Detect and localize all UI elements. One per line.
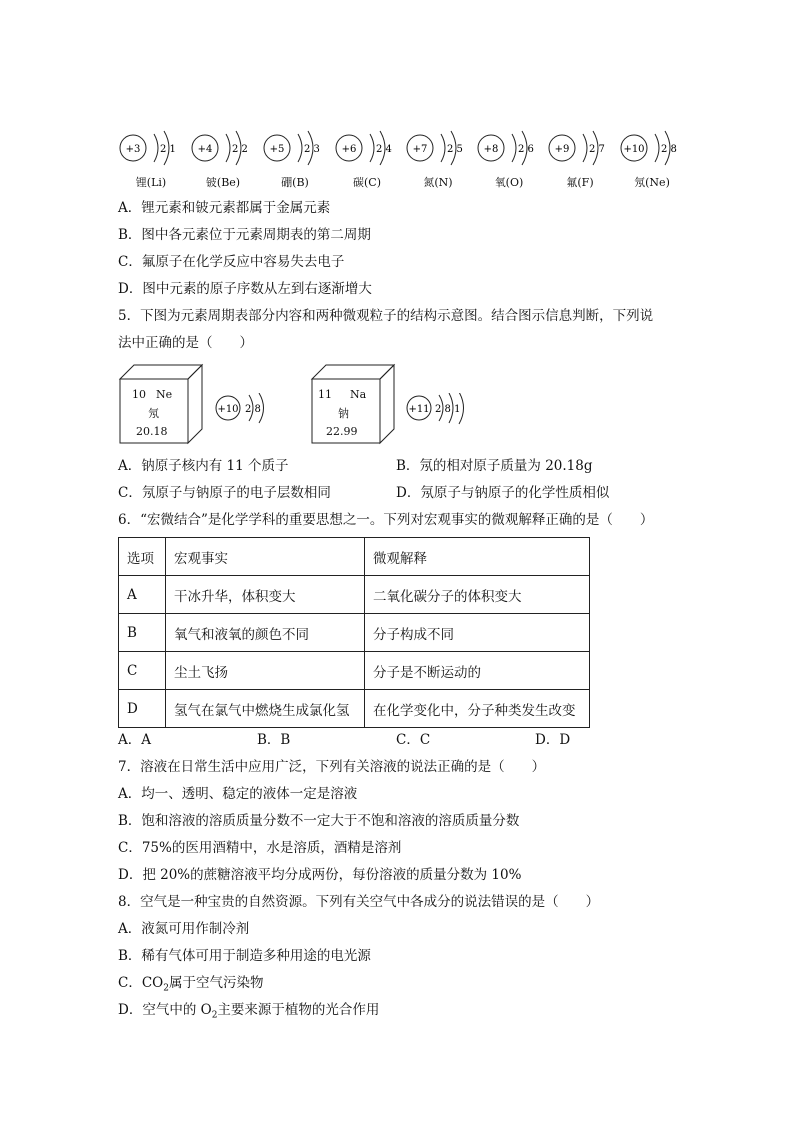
q7-option-a[interactable]: A．均一、透明、稳定的液体一定是溶液 bbox=[118, 786, 358, 802]
option-text: 属于空气污染物 bbox=[168, 975, 264, 991]
electron-config: 2 8 1 bbox=[435, 404, 461, 415]
nucleus-label: +4 bbox=[197, 144, 213, 155]
q5-option-d[interactable]: D．氖原子与钠原子的化学性质相似 bbox=[396, 485, 610, 501]
q7-stem: 7．溶液在日常生活中应用广泛，下列有关溶液的说法正确的是（ ） bbox=[118, 759, 546, 775]
element-label: 氮(N) bbox=[423, 176, 453, 189]
table-cell: 尘土飞扬 bbox=[166, 652, 365, 690]
q8-option-a[interactable]: A．液氮可用作制冷剂 bbox=[118, 921, 250, 937]
atomic-mass: 22.99 bbox=[326, 425, 358, 438]
element-name: 钠 bbox=[338, 407, 349, 420]
nucleus-label: +10 bbox=[623, 144, 645, 155]
q6-table bbox=[118, 537, 590, 728]
electron-config: 2 8 bbox=[661, 144, 677, 155]
atom-structure-li bbox=[118, 128, 188, 188]
nucleus-label: +6 bbox=[341, 144, 357, 155]
option-text: C．CO bbox=[118, 975, 164, 991]
q5-stem-line2: 法中正确的是（ ） bbox=[118, 335, 253, 351]
atom-structure-f bbox=[547, 128, 617, 188]
q7-option-d[interactable]: D．把 20%的蔗糖溶液平均分成两份，每份溶液的质量分数为 10% bbox=[118, 867, 522, 883]
table-row bbox=[119, 576, 590, 614]
element-label: 氟(F) bbox=[566, 176, 594, 189]
nucleus-label: +9 bbox=[554, 144, 570, 155]
table-row bbox=[119, 690, 590, 728]
q8-stem: 8．空气是一种宝贵的自然资源。下列有关空气中各成分的说法错误的是（ ） bbox=[118, 894, 600, 910]
electron-config: 2 5 bbox=[447, 144, 463, 155]
electron-config: 2 2 bbox=[232, 144, 248, 155]
table-cell: 分子构成不同 bbox=[365, 614, 590, 652]
electron-config: 2 4 bbox=[376, 144, 392, 155]
element-label: 氖(Ne) bbox=[634, 176, 670, 189]
nucleus-label: +7 bbox=[412, 144, 428, 155]
atom-structure-b bbox=[262, 128, 332, 188]
q8-option-b[interactable]: B．稀有气体可用于制造多种用途的电光源 bbox=[118, 948, 371, 964]
atom-structure-ne bbox=[619, 128, 689, 188]
subscript: 2 bbox=[163, 983, 169, 994]
atom-structure-na-q5 bbox=[405, 393, 475, 427]
table-header-cell: 宏观事实 bbox=[166, 538, 365, 576]
nucleus-label: +10 bbox=[217, 404, 239, 415]
table-cell: C bbox=[119, 652, 166, 690]
electron-config: 2 1 bbox=[160, 144, 176, 155]
q4-option-c[interactable]: C．氟原子在化学反应中容易失去电子 bbox=[118, 254, 345, 270]
table-cell: 分子是不断运动的 bbox=[365, 652, 590, 690]
element-label: 碳(C) bbox=[353, 176, 381, 189]
nucleus-label: +11 bbox=[408, 404, 430, 415]
subscript: 2 bbox=[211, 1010, 218, 1021]
q6-option-b[interactable]: B．B bbox=[257, 732, 291, 748]
nucleus-label: +5 bbox=[269, 144, 285, 155]
element-label: 锂(Li) bbox=[135, 176, 167, 189]
element-label: 硼(B) bbox=[281, 176, 309, 189]
table-cell: A bbox=[119, 576, 166, 614]
atom-structure-o bbox=[476, 128, 546, 188]
option-text: D．空气中的 O bbox=[118, 1002, 212, 1018]
electron-config: 2 8 bbox=[245, 404, 261, 415]
q5-option-b[interactable]: B．氖的相对原子质量为 20.18g bbox=[396, 458, 593, 474]
q5-option-a[interactable]: A．钠原子核内有 11 个质子 bbox=[118, 458, 289, 474]
q6-option-a[interactable]: A．A bbox=[118, 732, 151, 748]
table-cell: 氧气和液氧的颜色不同 bbox=[166, 614, 365, 652]
table-row bbox=[119, 614, 590, 652]
atomic-mass: 20.18 bbox=[136, 425, 168, 438]
table-header-row bbox=[119, 538, 590, 576]
q5-option-c[interactable]: C．氖原子与钠原子的电子层数相同 bbox=[118, 485, 331, 501]
q8-option-c[interactable] bbox=[118, 974, 263, 998]
q6-stem: 6．“宏微结合”是化学学科的重要思想之一。下列对宏观事实的微观解释正确的是（ ） bbox=[118, 512, 654, 528]
periodic-cell-ne bbox=[118, 363, 204, 445]
table-cell: 在化学变化中，分子种类发生改变 bbox=[365, 690, 590, 728]
atomic-number: 10 bbox=[132, 388, 146, 401]
table-cell: 氢气在氯气中燃烧生成氯化氢 bbox=[166, 690, 365, 728]
electron-config: 2 7 bbox=[589, 144, 605, 155]
atomic-number: 11 bbox=[318, 388, 332, 401]
electron-config: 2 3 bbox=[304, 144, 320, 155]
table-header-cell: 微观解释 bbox=[365, 538, 590, 576]
nucleus-label: +8 bbox=[483, 144, 499, 155]
q6-option-c[interactable]: C．C bbox=[396, 732, 431, 748]
element-symbol: Ne bbox=[156, 388, 173, 401]
q6-option-d[interactable]: D．D bbox=[535, 732, 571, 748]
electron-config: 2 6 bbox=[518, 144, 534, 155]
q7-option-c[interactable]: C．75%的医用酒精中，水是溶质，酒精是溶剂 bbox=[118, 840, 402, 856]
atom-structure-ne-q5 bbox=[214, 393, 284, 427]
q7-option-b[interactable]: B．饱和溶液的溶质质量分数不一定大于不饱和溶液的溶质质量分数 bbox=[118, 813, 520, 829]
option-text: 主要来源于植物的光合作用 bbox=[217, 1002, 380, 1018]
element-label: 氧(O) bbox=[494, 176, 524, 189]
element-name: 氖 bbox=[148, 407, 159, 420]
nucleus-label: +3 bbox=[125, 144, 141, 155]
table-row bbox=[119, 652, 590, 690]
element-label: 铍(Be) bbox=[205, 176, 241, 189]
table-cell: B bbox=[119, 614, 166, 652]
table-header-cell: 选项 bbox=[119, 538, 166, 576]
q5-stem-line1: 5．下图为元素周期表部分内容和两种微观粒子的结构示意图。结合图示信息判断，下列说 bbox=[118, 308, 654, 324]
table-cell: 二氧化碳分子的体积变大 bbox=[365, 576, 590, 614]
periodic-cell-na bbox=[310, 363, 396, 445]
atom-structure-c bbox=[334, 128, 404, 188]
table-cell: 干冰升华，体积变大 bbox=[166, 576, 365, 614]
q8-option-d[interactable] bbox=[118, 1001, 379, 1025]
element-symbol: Na bbox=[350, 388, 367, 401]
q4-option-b[interactable]: B．图中各元素位于元素周期表的第二周期 bbox=[118, 227, 371, 243]
q4-option-d[interactable]: D．图中元素的原子序数从左到右逐渐增大 bbox=[118, 281, 372, 297]
q4-option-a[interactable]: A．锂元素和铍元素都属于金属元素 bbox=[118, 200, 331, 216]
atom-structure-be bbox=[190, 128, 260, 188]
atom-structure-n bbox=[405, 128, 475, 188]
table-cell: D bbox=[119, 690, 166, 728]
